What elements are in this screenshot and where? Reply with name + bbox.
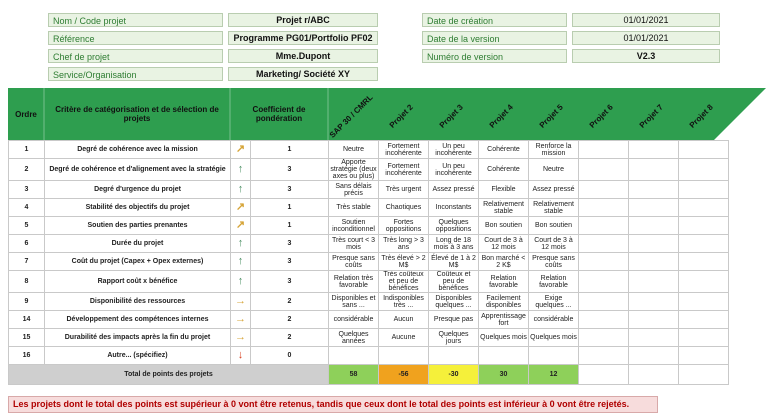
total-project-3: -30 (429, 365, 479, 385)
row-project-cell[interactable]: Très élevé > 2 M$ (379, 253, 429, 271)
row-critere: Disponibilité des ressources (45, 293, 231, 311)
row-weight-indicator (231, 329, 251, 347)
value-date-version[interactable]: 01/01/2021 (572, 31, 720, 45)
row-project-cell[interactable]: Très urgent (379, 181, 429, 199)
header-project-3: Projet 3 (437, 102, 465, 130)
row-project-cell[interactable] (579, 311, 629, 329)
row-project-cell[interactable]: Bon marché < 2 K$ (479, 253, 529, 271)
row-weight-indicator (231, 253, 251, 271)
row-project-cell[interactable]: Disponibles et sans ... (329, 293, 379, 311)
row-project-cell[interactable]: Très long > 3 ans (379, 235, 429, 253)
row-ordre: 3 (9, 181, 45, 199)
header-project-8: Projet 8 (687, 102, 715, 130)
row-project-cell[interactable]: Presque pas (429, 311, 479, 329)
row-project-cell[interactable] (629, 159, 679, 181)
value-reference[interactable]: Programme PG01/Portfolio PF02 (228, 31, 378, 45)
row-coefficient[interactable]: 1 (251, 141, 329, 159)
label-date-creation: Date de création (422, 13, 567, 27)
row-critere: Durée du projet (45, 235, 231, 253)
trend-arrow-diag-icon: ↗ (235, 142, 246, 155)
table-row (9, 347, 729, 365)
row-project-cell[interactable] (579, 159, 629, 181)
total-row (9, 365, 729, 385)
row-project-cell[interactable] (679, 141, 729, 159)
trend-arrow-up-icon: ↑ (237, 254, 244, 267)
row-project-cell[interactable]: Presque sans coûts (329, 253, 379, 271)
row-critere: Degré d'urgence du projet (45, 181, 231, 199)
row-coefficient[interactable]: 3 (251, 235, 329, 253)
row-coefficient[interactable]: 1 (251, 199, 329, 217)
trend-arrow-up-icon: ↑ (237, 274, 244, 287)
row-project-cell[interactable] (679, 235, 729, 253)
row-project-cell[interactable]: Chaotiques (379, 199, 429, 217)
row-project-cell[interactable]: Quelques mois (529, 329, 579, 347)
row-coefficient[interactable]: 2 (251, 311, 329, 329)
row-project-cell[interactable]: Fortement incohérente (379, 159, 429, 181)
row-project-cell[interactable]: Cohérente (479, 159, 529, 181)
row-project-cell[interactable] (679, 253, 729, 271)
row-project-cell[interactable]: Facilement disponibles (479, 293, 529, 311)
row-project-cell[interactable]: Renforce la mission (529, 141, 579, 159)
row-project-cell[interactable]: Fortes oppositions (379, 217, 429, 235)
trend-arrow-up-icon: ↑ (237, 162, 244, 175)
row-project-cell[interactable] (579, 199, 629, 217)
row-critere: Stabilité des objectifs du projet (45, 199, 231, 217)
row-project-cell[interactable] (579, 181, 629, 199)
selection-table (8, 140, 729, 385)
total-project-4: 30 (479, 365, 529, 385)
row-project-cell[interactable]: Apporte stratégie (deux axes ou plus) (330, 159, 377, 180)
row-project-cell[interactable]: Très stable (329, 199, 379, 217)
trend-arrow-diag-icon: ↗ (235, 218, 246, 231)
row-project-cell[interactable]: Bon soutien (529, 217, 579, 235)
total-project-7 (629, 365, 679, 385)
row-project-cell[interactable]: Neutre (329, 141, 379, 159)
row-project-cell[interactable]: considérable (529, 311, 579, 329)
total-project-1: 58 (329, 365, 379, 385)
row-critere: Autre... (spécifiez) (45, 347, 231, 365)
row-project-cell[interactable] (629, 347, 679, 365)
header-project-7: Projet 7 (637, 102, 665, 130)
row-project-cell[interactable] (629, 217, 679, 235)
row-project-cell[interactable] (529, 347, 579, 365)
row-project-cell[interactable] (629, 199, 679, 217)
label-date-version: Date de la version (422, 31, 567, 45)
row-project-cell[interactable]: Court de 3 à 12 mois (479, 235, 529, 253)
row-project-cell[interactable] (679, 199, 729, 217)
row-coefficient[interactable]: 3 (251, 159, 329, 181)
row-project-cell[interactable]: Quelques jours (429, 329, 479, 347)
row-critere: Soutien des parties prenantes (45, 217, 231, 235)
value-nom-code-projet[interactable]: Projet r/ABC (228, 13, 378, 27)
row-project-cell[interactable] (629, 311, 679, 329)
row-project-cell[interactable]: Aucune (379, 329, 429, 347)
row-project-cell[interactable] (579, 271, 629, 293)
header-project-6: Projet 6 (587, 102, 615, 130)
row-project-cell[interactable]: Cohérente (479, 141, 529, 159)
row-coefficient[interactable]: 2 (251, 329, 329, 347)
row-project-cell[interactable]: Presque sans coûts (529, 253, 579, 271)
row-project-cell[interactable] (679, 329, 729, 347)
row-ordre: 15 (9, 329, 45, 347)
row-project-cell[interactable]: Assez pressé (429, 181, 479, 199)
label-nom-code-projet: Nom / Code projet (48, 13, 223, 27)
total-project-2: -56 (379, 365, 429, 385)
row-project-cell[interactable] (479, 347, 529, 365)
value-date-creation[interactable]: 01/01/2021 (572, 13, 720, 27)
row-project-cell[interactable] (629, 329, 679, 347)
table-row (9, 181, 729, 199)
table-row (9, 217, 729, 235)
row-project-cell[interactable]: Assez pressé (529, 181, 579, 199)
header-project-2: Projet 2 (387, 102, 415, 130)
label-numero-version: Numéro de version (422, 49, 567, 63)
table-row (9, 293, 729, 311)
row-weight-indicator (231, 311, 251, 329)
row-critere: Durabilité des impacts après la fin du projet (45, 329, 231, 347)
header-project-5: Projet 5 (537, 102, 565, 130)
row-project-cell[interactable] (629, 141, 679, 159)
row-project-cell[interactable] (679, 159, 729, 181)
total-project-8 (679, 365, 729, 385)
row-project-cell[interactable]: considérable (329, 311, 379, 329)
row-project-cell[interactable]: Inconstants (429, 199, 479, 217)
table-row (9, 253, 729, 271)
row-project-cell[interactable] (679, 347, 729, 365)
row-ordre: 16 (9, 347, 45, 365)
row-project-cell[interactable]: Soutien inconditionnel (329, 217, 379, 235)
row-project-cell[interactable]: Bon soutien (479, 217, 529, 235)
row-weight-indicator (231, 141, 251, 159)
trend-arrow-up-icon: ↑ (237, 182, 244, 195)
row-project-cell[interactable] (679, 271, 729, 293)
row-project-cell[interactable]: Court de 3 à 12 mois (529, 235, 579, 253)
row-project-cell[interactable] (629, 293, 679, 311)
row-weight-indicator (231, 235, 251, 253)
trend-arrow-right-icon: → (235, 330, 246, 343)
row-project-cell[interactable]: Indisponibles très ... (379, 293, 429, 311)
total-project-6 (579, 365, 629, 385)
row-project-cell[interactable]: Très coûteux et peu de bénéfices (379, 271, 429, 293)
row-project-cell[interactable]: Relation favorable (479, 271, 529, 293)
row-weight-indicator (231, 159, 251, 181)
row-project-cell[interactable] (679, 217, 729, 235)
row-project-cell[interactable]: Relativement stable (529, 199, 579, 217)
header-ordre: Ordre (15, 109, 37, 119)
table-row (9, 199, 729, 217)
row-weight-indicator (231, 293, 251, 311)
row-project-cell[interactable] (329, 347, 379, 365)
row-weight-indicator (231, 347, 251, 365)
table-row (9, 271, 729, 293)
row-project-cell[interactable] (579, 141, 629, 159)
table-row (9, 311, 729, 329)
label-reference: Référence (48, 31, 223, 45)
row-weight-indicator (231, 217, 251, 235)
row-project-cell[interactable] (429, 347, 479, 365)
trend-arrow-diag-icon: ↗ (235, 200, 246, 213)
row-coefficient[interactable]: 3 (251, 271, 329, 293)
value-numero-version[interactable]: V2.3 (572, 49, 720, 63)
trend-arrow-right-icon: → (235, 312, 246, 325)
trend-arrow-up-icon: ↑ (237, 236, 244, 249)
row-project-cell[interactable]: Apprentissage fort (479, 311, 529, 329)
row-project-cell[interactable]: Très court < 3 mois (329, 235, 379, 253)
row-project-cell[interactable] (579, 253, 629, 271)
row-project-cell[interactable] (629, 235, 679, 253)
row-project-cell[interactable]: Exige quelques ... (529, 293, 579, 311)
row-project-cell[interactable]: Élevé de 1 à 2 M$ (429, 253, 479, 271)
table-row (9, 235, 729, 253)
total-label: Total de points des projets (9, 365, 329, 385)
row-critere: Rapport coût x bénéfice (45, 271, 231, 293)
row-project-cell[interactable]: Long de 18 mois à 3 ans (429, 235, 479, 253)
row-weight-indicator (231, 199, 251, 217)
row-project-cell[interactable]: Coûteux et peu de bénéfices (429, 271, 479, 293)
row-project-cell[interactable]: Quelques mois (479, 329, 529, 347)
header-project-4: Projet 4 (487, 102, 515, 130)
row-project-cell[interactable]: Un peu incohérente (429, 141, 479, 159)
row-project-cell[interactable]: Quelques oppositions (429, 217, 479, 235)
row-critere: Degré de cohérence avec la mission (45, 141, 231, 159)
row-project-cell[interactable] (579, 293, 629, 311)
row-ordre: 8 (9, 271, 45, 293)
row-coefficient[interactable]: 3 (251, 253, 329, 271)
total-project-5: 12 (529, 365, 579, 385)
row-ordre: 6 (9, 235, 45, 253)
table-row (9, 329, 729, 347)
row-coefficient[interactable]: 2 (251, 293, 329, 311)
row-project-cell[interactable] (629, 271, 679, 293)
row-project-cell[interactable] (579, 347, 629, 365)
row-project-cell[interactable]: Neutre (529, 159, 579, 181)
header-project-1: SAP 30 / CMRL (327, 92, 375, 140)
trend-arrow-right-icon: → (235, 294, 246, 307)
row-ordre: 7 (9, 253, 45, 271)
table-row (9, 141, 729, 159)
trend-arrow-down-icon: ↓ (237, 348, 244, 361)
row-ordre: 1 (9, 141, 45, 159)
row-project-cell[interactable]: Relation très favorable (329, 271, 379, 293)
row-project-cell[interactable]: Quelques années (329, 329, 379, 347)
row-project-cell[interactable]: Un peu incohérente (429, 159, 479, 181)
table-row (9, 159, 729, 181)
row-weight-indicator (231, 271, 251, 293)
row-critere: Développement des compétences internes (45, 311, 231, 329)
row-project-cell[interactable] (679, 311, 729, 329)
value-chef-de-projet[interactable]: Mme.Dupont (228, 49, 378, 63)
row-critere: Coût du projet (Capex + Opex externes) (45, 253, 231, 271)
row-project-cell[interactable] (579, 235, 629, 253)
row-project-cell[interactable] (579, 329, 629, 347)
row-project-cell[interactable] (679, 181, 729, 199)
row-critere: Degré de cohérence et d'alignement avec la stratégie (45, 159, 231, 181)
row-ordre: 4 (9, 199, 45, 217)
row-coefficient[interactable]: 1 (251, 217, 329, 235)
row-ordre: 2 (9, 159, 45, 181)
row-ordre: 9 (9, 293, 45, 311)
row-project-cell[interactable] (579, 217, 629, 235)
row-project-cell[interactable] (379, 347, 429, 365)
row-project-cell[interactable]: Disponibles quelques ... (429, 293, 479, 311)
row-project-cell[interactable]: Flexible (479, 181, 529, 199)
row-project-cell[interactable] (629, 253, 679, 271)
row-coefficient[interactable]: 3 (251, 181, 329, 199)
row-project-cell[interactable]: Relativement stable (479, 199, 529, 217)
row-project-cell[interactable]: Relation favorable (529, 271, 579, 293)
header-coefficient: Coefficient de pondération (252, 105, 306, 123)
row-project-cell[interactable]: Aucun (379, 311, 429, 329)
row-weight-indicator (231, 181, 251, 199)
value-service-organisation[interactable]: Marketing/ Société XY (228, 67, 378, 81)
row-ordre: 5 (9, 217, 45, 235)
row-project-cell[interactable] (629, 181, 679, 199)
label-service-organisation: Service/Organisation (48, 67, 223, 81)
label-chef-de-projet: Chef de projet (48, 49, 223, 63)
header-critere: Critère de catégorisation et de sélection de projets (55, 105, 219, 123)
row-coefficient[interactable]: 0 (251, 347, 329, 365)
selection-rule-note: Les projets dont le total des points est supérieur à 0 vont être retenus, tandis que ceux dont le total des points est inférieur à 0 vont être rejetés. (8, 396, 658, 413)
row-project-cell[interactable]: Sans délais précis (329, 181, 379, 199)
row-project-cell[interactable] (679, 293, 729, 311)
row-ordre: 14 (9, 311, 45, 329)
row-project-cell[interactable]: Fortement incohérente (379, 141, 429, 159)
